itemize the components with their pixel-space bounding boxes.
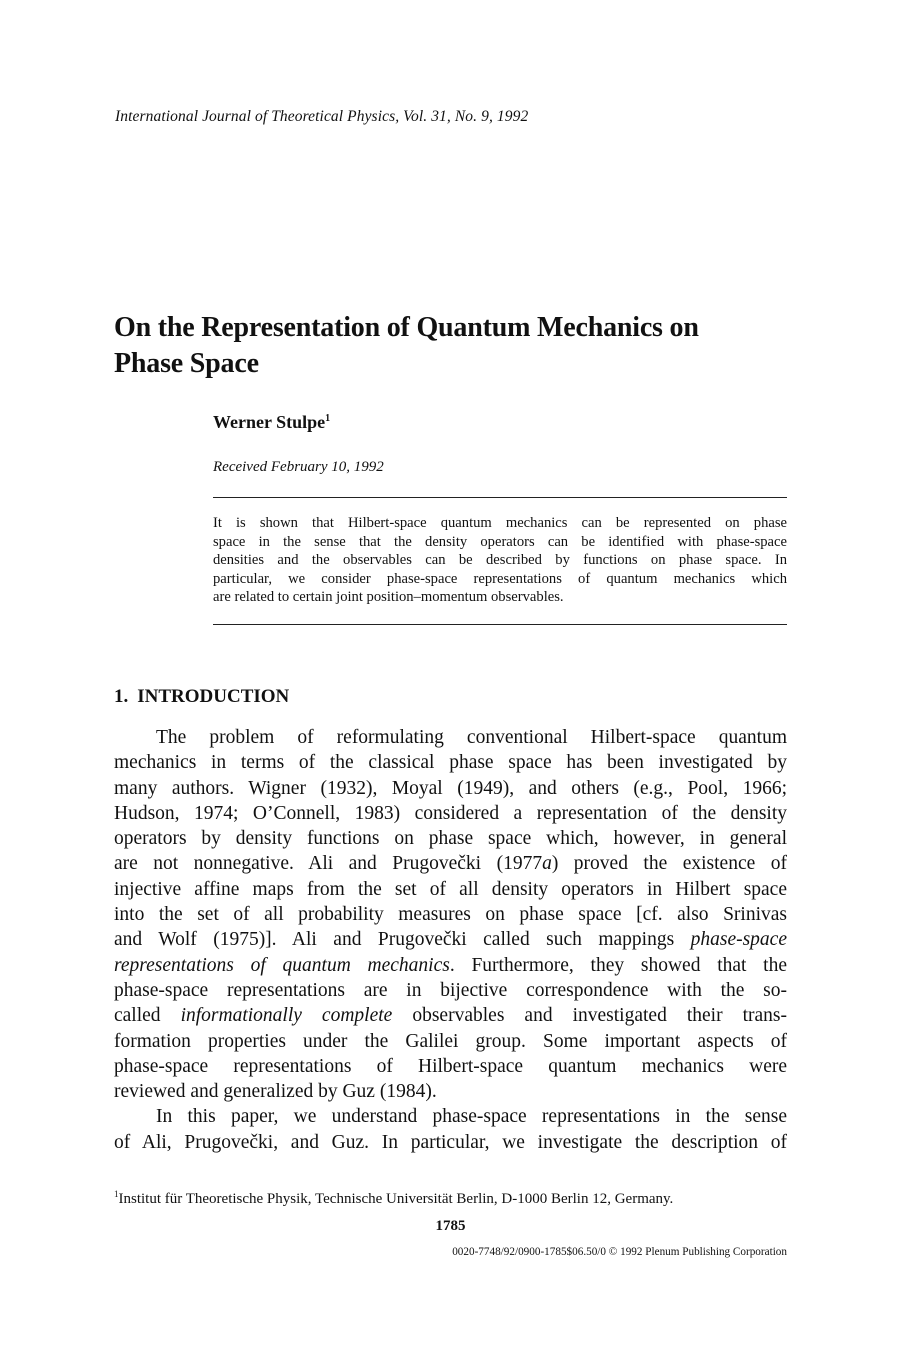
body-line: are not nonnegative. Ali and Prugovečki (1977a) proved the existence of: [114, 853, 787, 875]
author-footnote-mark: 1: [325, 413, 331, 424]
body-line: into the set of all probability measures on phase space [cf. also Srinivas: [114, 904, 787, 926]
title-line: Phase Space: [114, 348, 259, 379]
body-line: Hudson, 1974; O’Connell, 1983) considered a representation of the density: [114, 802, 787, 824]
paper-title: [114, 310, 814, 382]
abstract-line: densities and the observables can be described by functions on phase space. In: [213, 552, 787, 568]
received-date: Received February 10, 1992: [213, 459, 384, 475]
body-line: called informationally complete observables and investigated their trans-: [114, 1005, 787, 1027]
author: [213, 412, 330, 433]
page-number: 1785: [435, 1218, 466, 1234]
body-line: The problem of reformulating conventional Hilbert-space quantum: [156, 727, 787, 748]
section-heading: [114, 686, 289, 708]
abstract-bottom-rule: [213, 624, 787, 625]
body-line: representations of quantum mechanics. Furthermore, they showed that the: [114, 954, 787, 976]
body-line: reviewed and generalized by Guz (1984).: [114, 1081, 437, 1103]
title-line: On the Representation of Quantum Mechanics on: [114, 312, 699, 343]
body-line: mechanics in terms of the classical phase space has been investigated by: [114, 752, 787, 774]
abstract: [213, 514, 787, 607]
abstract-top-rule: [213, 497, 787, 498]
footnote-text: Institut für Theoretische Physik, Technische Universität Berlin, D-1000 Berlin 12, Germany.: [118, 1191, 674, 1207]
body-line: phase-space representations of Hilbert-space quantum mechanics were: [114, 1055, 787, 1077]
section-number: 1.: [114, 686, 129, 707]
journal-header: International Journal of Theoretical Physics, Vol. 31, No. 9, 1992: [115, 108, 529, 125]
abstract-line: It is shown that Hilbert-space quantum mechanics can be represented on phase: [213, 515, 787, 531]
body-line: phase-space representations are in bijective correspondence with the so-: [114, 979, 787, 1001]
copyright-line: 0020-7748/92/0900-1785$06.50/0 © 1992 Plenum Publishing Corporation: [452, 1246, 787, 1258]
body-line: operators by density functions on phase space which, however, in general: [114, 828, 787, 850]
abstract-line: particular, we consider phase-space representations of quantum mechanics which: [213, 570, 787, 587]
footnote: [114, 1191, 787, 1208]
body-text: [114, 725, 787, 1155]
author-name: Werner Stulpe: [213, 412, 326, 432]
body-line: In this paper, we understand phase-space representations in the sense: [156, 1106, 787, 1128]
body-line: of Ali, Prugovečki, and Guz. In particular, we investigate the description of: [114, 1131, 787, 1153]
section-title: INTRODUCTION: [137, 686, 290, 707]
body-line: and Wolf (1975)]. Ali and Prugovečki called such mappings phase-space: [114, 929, 787, 951]
abstract-line: are related to certain joint position–momentum observables.: [213, 589, 564, 605]
body-line: injective affine maps from the set of all density operators in Hilbert space: [114, 878, 787, 900]
footnote-mark: 1: [114, 1189, 119, 1199]
body-line: many authors. Wigner (1932), Moyal (1949), and others (e.g., Pool, 1966;: [114, 777, 787, 799]
abstract-line: space in the sense that the density operators can be identified with phase-space: [213, 533, 787, 550]
body-line: formation properties under the Galilei group. Some important aspects of: [114, 1030, 787, 1052]
